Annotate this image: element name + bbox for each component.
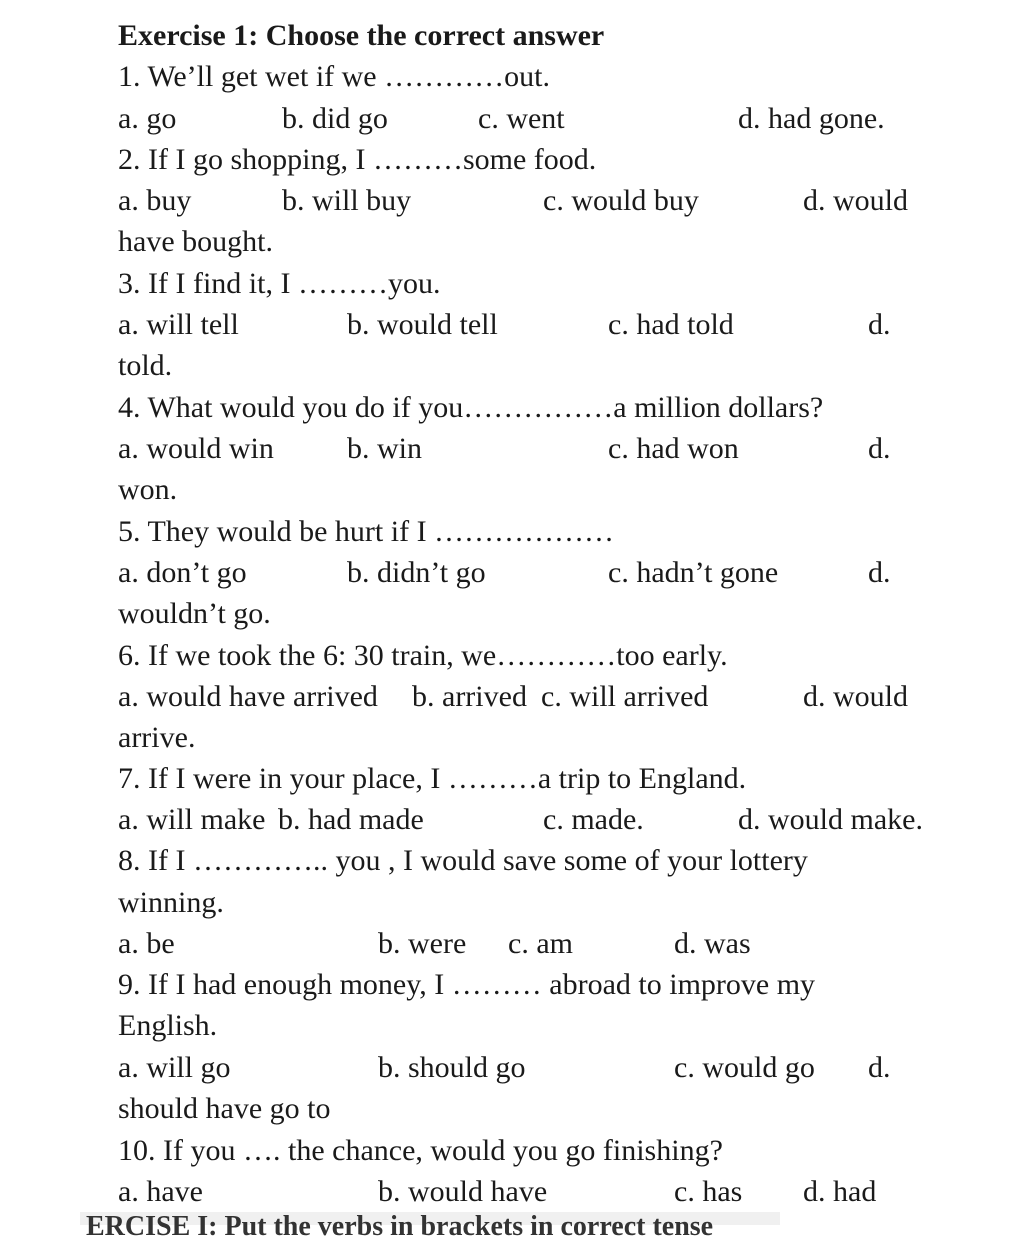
question-6-stem: 6. If we took the 6: 30 train, we…………too early. [118,639,728,672]
q5-option-a: a. don’t go [118,556,247,589]
q6-option-d-continued: arrive. [118,721,196,754]
q3-option-c: c. had told [608,308,734,341]
q5-option-b: b. didn’t go [347,556,486,589]
q3-option-d: d. [868,308,891,341]
q6-option-c: c. will arrived [541,680,709,713]
q9-option-b: b. should go [378,1051,526,1084]
q2-option-d: d. would [803,184,908,217]
q10-option-b: b. would have [378,1175,548,1208]
q9-option-c: c. would go [674,1051,815,1084]
q4-option-c: c. had won [608,432,739,465]
q1-option-d: d. had gone. [738,102,885,135]
q2-option-b: b. will buy [282,184,412,217]
question-9-stem-continued: English. [118,1009,218,1042]
question-5-stem: 5. They would be hurt if I ……………… [118,515,615,548]
q10-option-d: d. had [803,1175,877,1208]
question-2-stem: 2. If I go shopping, I ………some food. [118,143,597,176]
q2-option-d-continued: have bought. [118,225,273,258]
q1-option-c: c. went [478,102,565,135]
q10-option-a: a. have [118,1175,203,1208]
q7-option-b: b. had made [278,803,424,836]
q1-option-a: a. go [118,102,177,135]
question-9-stem: 9. If I had enough money, I ……… abroad to improve my [118,968,816,1001]
q8-option-d: d. was [674,927,751,960]
q8-option-c: c. am [508,927,573,960]
q9-option-a: a. will go [118,1051,231,1084]
q4-option-d-continued: won. [118,473,178,506]
question-8-stem: 8. If I ………….. you , I would save some of your lottery [118,844,808,877]
q3-option-d-continued: told. [118,349,173,382]
q6-option-a: a. would have arrived [118,680,378,713]
question-1-stem: 1. We’ll get wet if we …………out. [118,60,550,93]
q6-option-d: d. would [803,680,908,713]
q8-option-b: b. were [378,927,467,960]
q2-option-c: c. would buy [543,184,699,217]
q7-option-c: c. made. [543,803,644,836]
q6-option-b: b. arrived [412,680,527,713]
question-3-stem: 3. If I find it, I ………you. [118,267,441,300]
exercise-title: Exercise 1: Choose the correct answer [118,19,605,52]
q3-option-a: a. will tell [118,308,239,341]
q3-option-b: b. would tell [347,308,498,341]
next-exercise-heading-cutoff [80,1211,780,1242]
q4-option-b: b. win [347,432,422,465]
q5-option-d-continued: wouldn’t go. [118,597,271,630]
q10-option-c: c. has [674,1175,743,1208]
q4-option-d: d. [868,432,891,465]
q5-option-c: c. hadn’t gone [608,556,779,589]
question-10-stem: 10. If you …. the chance, would you go finishing? [118,1134,723,1167]
question-8-stem-continued: winning. [118,886,224,919]
q8-option-a: a. be [118,927,175,960]
next-exercise-heading-text: ERCISE I: Put the verbs in brackets in correct tense [86,1211,714,1242]
q1-option-b: b. did go [282,102,388,135]
q7-option-d: d. would make. [738,803,923,836]
q4-option-a: a. would win [118,432,274,465]
q7-option-a: a. will make [118,803,266,836]
q2-option-a: a. buy [118,184,192,217]
question-4-stem: 4. What would you do if you……………a million dollars? [118,391,824,424]
q5-option-d: d. [868,556,891,589]
q9-option-d-continued: should have go to [118,1092,331,1125]
q9-option-d: d. [868,1051,891,1084]
question-7-stem: 7. If I were in your place, I ………a trip to England. [118,762,747,795]
